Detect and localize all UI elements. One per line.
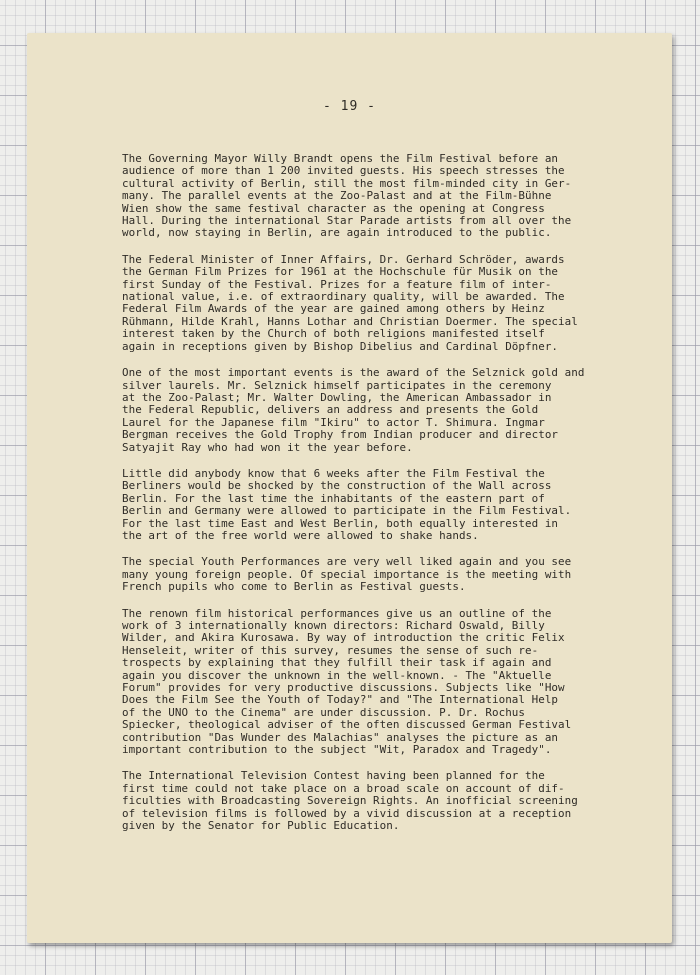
paragraph xyxy=(122,254,642,353)
text-line: Laurel for the Japanese film "Ikiru" to actor T. Shimura. Ingmar xyxy=(122,415,545,429)
text-line: Henseleit, writer of this survey, resumes the sense of such re- xyxy=(122,643,539,657)
page-number: - 19 - xyxy=(323,99,376,114)
text-line: of television films is followed by a vivid discussion at a reception xyxy=(122,806,572,820)
text-line: The Governing Mayor Willy Brandt opens the Film Festival before an xyxy=(122,152,559,165)
text-line: audience of more than 1 200 invited guests. His speech stresses the xyxy=(122,164,565,178)
text-line: Berlin. For the last time the inhabitants of the eastern part of xyxy=(122,491,545,505)
paragraph xyxy=(122,468,642,542)
text-line: given by the Senator for Public Education. xyxy=(122,819,400,833)
text-line: trospects by explaining that they fulfill their task if again and xyxy=(122,656,552,670)
text-line: The renown film historical performances give us an outline of the xyxy=(122,606,552,620)
text-line: The special Youth Performances are very well liked again and you see xyxy=(122,555,572,569)
paragraph xyxy=(122,153,642,240)
text-line: at the Zoo-Palast; Mr. Walter Dowling, the American Ambassador in xyxy=(122,390,552,404)
text-line: work of 3 internationally known directors: Richard Oswald, Billy xyxy=(122,619,545,632)
text-line: The International Television Contest having been planned for the xyxy=(122,769,545,783)
text-line: the German Film Prizes for 1961 at the Hochschule für Musik on the xyxy=(122,265,559,279)
text-line: Federal Film Awards of the year are gained among others by Heinz xyxy=(122,302,545,316)
text-line: Wilder, and Akira Kurosawa. By way of introduction the critic Felix xyxy=(122,631,565,645)
text-line: interest taken by the Church of both religions manifested itself xyxy=(122,327,545,341)
paragraph xyxy=(122,608,642,757)
text-line: important contribution to the subject "Wit, Paradox and Tragedy". xyxy=(122,743,552,757)
paragraph xyxy=(122,367,642,454)
paragraph xyxy=(122,770,642,832)
text-line: Satyajit Ray who had won it the year before. xyxy=(122,440,413,454)
text-line: French pupils who come to Berlin as Festival guests. xyxy=(122,580,466,594)
text-line: Spiecker, theological adviser of the often discussed German Festival xyxy=(122,718,572,732)
text-line: first time could not take place on a broad scale on account of dif- xyxy=(122,781,565,795)
text-line: first Sunday of the Festival. Prizes for a feature film of inter- xyxy=(122,277,552,291)
text-line: Forum" provides for very productive discussions. Subjects like "How xyxy=(122,681,565,695)
text-line: again you discover the unknown in the well-known. - The "Aktuelle xyxy=(122,668,552,682)
text-line: many young foreign people. Of special importance is the meeting with xyxy=(122,567,572,581)
text-line: Berliners would be shocked by the construction of the Wall across xyxy=(122,479,552,493)
text-line: Berlin and Germany were allowed to participate in the Film Festival. xyxy=(122,504,572,518)
text-line: the art of the free world were allowed to shake hands. xyxy=(122,528,479,542)
text-line: Wien show the same festival character as the opening at Congress xyxy=(122,201,545,215)
document-page xyxy=(27,33,672,943)
text-line: The Federal Minister of Inner Affairs, Dr. Gerhard Schröder, awards xyxy=(122,252,565,266)
text-line: many. The parallel events at the Zoo-Palast and at the Film-Bühne xyxy=(122,189,552,203)
text-line: cultural activity of Berlin, still the most film-minded city in Ger- xyxy=(122,176,572,190)
text-line: again in receptions given by Bishop Dibelius and Cardinal Döpfner. xyxy=(122,339,559,353)
text-line: Bergman receives the Gold Trophy from Indian producer and director xyxy=(122,428,559,442)
text-line: Rühmann, Hilde Krahl, Hanns Lothar and Christian Doermer. The special xyxy=(122,314,578,328)
document-body xyxy=(122,153,642,847)
text-line: the Federal Republic, delivers an address and presents the Gold xyxy=(122,403,539,417)
text-line: One of the most important events is the award of the Selznick gold and xyxy=(122,366,585,380)
text-line: For the last time East and West Berlin, both equally interested in xyxy=(122,516,559,530)
text-line: contribution "Das Wunder des Malachias" analyses the picture as an xyxy=(122,730,559,744)
text-line: of the UNO to the Cinema" are under discussion. P. Dr. Rochus xyxy=(122,705,526,719)
text-line: world, now staying in Berlin, are again introduced to the public. xyxy=(122,226,552,240)
text-line: Little did anybody know that 6 weeks after the Film Festival the xyxy=(122,466,545,480)
paragraph xyxy=(122,556,642,593)
text-line: Does the Film See the Youth of Today?" and "The International Help xyxy=(122,693,559,707)
text-line: silver laurels. Mr. Selznick himself participates in the ceremony xyxy=(122,378,552,392)
text-line: ficulties with Broadcasting Sovereign Rights. An inofficial screening xyxy=(122,794,578,808)
text-line: national value, i.e. of extraordinary quality, will be awarded. The xyxy=(122,290,565,304)
text-line: Hall. During the international Star Parade artists from all over the xyxy=(122,214,572,228)
